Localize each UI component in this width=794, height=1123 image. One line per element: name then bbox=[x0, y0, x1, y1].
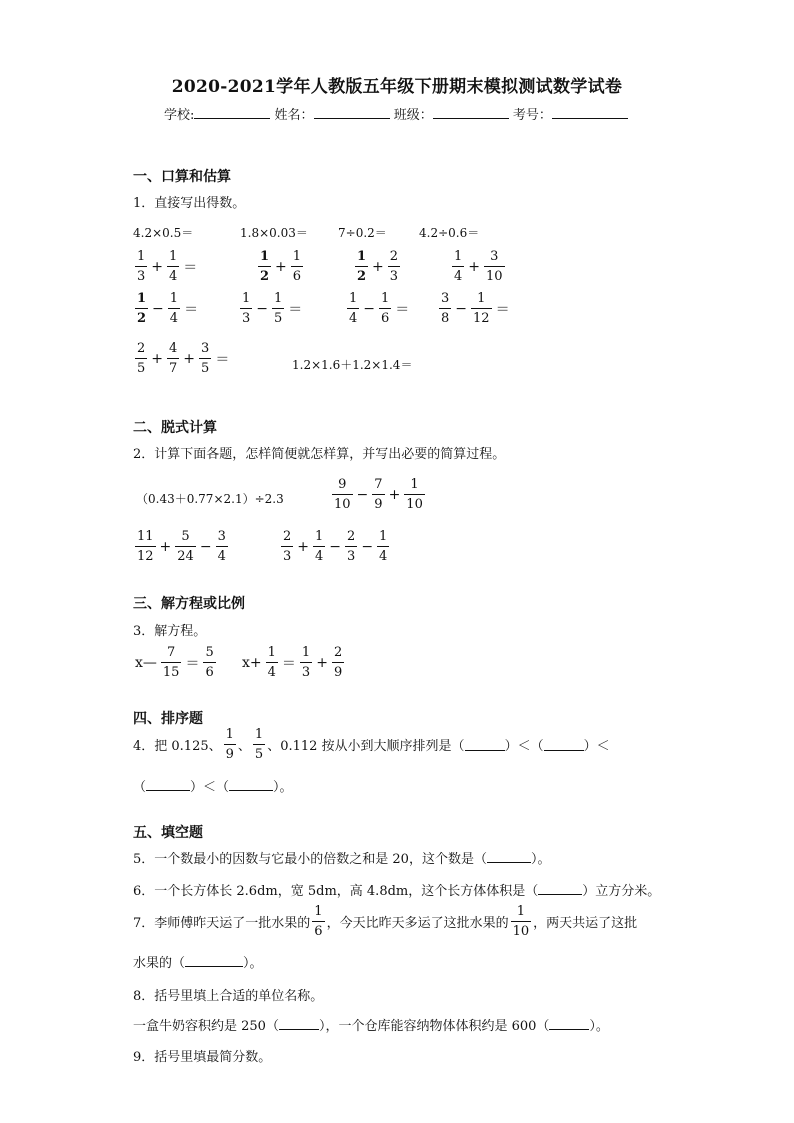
calc-r4-2: 1.2×1.6＋1.2×1.4＝ bbox=[292, 358, 413, 372]
section-2-heading: 二、脱式计算 bbox=[133, 420, 217, 436]
name-label: 姓名： bbox=[274, 108, 314, 123]
calc-2-3: $\frac{11}{12}$ + $\frac{5}{24}$ − $\frac{3}{4}$ bbox=[137, 529, 226, 564]
exam-title: 2020-2021学年人教版五年级下册期末模拟测试数学试卷 bbox=[171, 77, 623, 97]
question-3: 3．解方程。 bbox=[133, 624, 207, 639]
calc-r1-4: 4.2÷0.6＝ bbox=[419, 226, 480, 240]
number-blank[interactable] bbox=[552, 106, 628, 119]
calc-r3-3: $\frac{1}{4}$ − $\frac{1}{6}$ ＝ bbox=[349, 291, 410, 326]
calc-r2-3: $\frac{1}{2}$ + $\frac{2}{3}$ bbox=[357, 249, 399, 284]
section-4-heading: 四、排序题 bbox=[133, 711, 203, 727]
calc-r2-1: $\frac{1}{3}$ + $\frac{1}{4}$ ＝ bbox=[137, 249, 198, 284]
answer-blank-5[interactable] bbox=[487, 850, 531, 863]
calc-r1-2: 1.8×0.03＝ bbox=[240, 226, 308, 240]
section-5-heading: 五、填空题 bbox=[133, 825, 203, 841]
equation-2: x+ $\frac{1}{4}$ ＝ $\frac{1}{3}$ + $\frac{2}{9}$ bbox=[242, 645, 343, 680]
order-blank-2[interactable] bbox=[544, 738, 584, 751]
question-7-line-2: 水果的（ ）。 bbox=[133, 956, 263, 971]
answer-blank-7[interactable] bbox=[185, 954, 243, 967]
name-blank[interactable] bbox=[314, 106, 390, 119]
calc-r1-1: 4.2×0.5＝ bbox=[133, 226, 194, 240]
question-9: 9．括号里填最简分数。 bbox=[133, 1050, 272, 1065]
calc-r4-1: $\frac{2}{5}$ + $\frac{4}{7}$ + $\frac{3}{5}$ ＝ bbox=[137, 341, 230, 376]
calc-2-2: $\frac{9}{10}$ − $\frac{7}{9}$ + $\frac{1}{10}$ bbox=[334, 477, 423, 512]
order-blank-1[interactable] bbox=[465, 738, 505, 751]
calc-r1-3: 7÷0.2＝ bbox=[338, 226, 387, 240]
number-label: 考号： bbox=[512, 108, 552, 123]
calc-2-1: （0.43＋0.77×2.1）÷2.3 bbox=[136, 492, 284, 506]
order-blank-3[interactable] bbox=[146, 778, 190, 791]
question-7: 7．李师傅昨天运了一批水果的 $\frac{1}{6}$ ，今天比昨天多运了这批水果的 $\frac{1}{10}$ ，两天共运了这批 bbox=[133, 904, 638, 939]
question-4-line-2: （ ）＜（ ）。 bbox=[133, 780, 293, 795]
section-1-heading: 一、口算和估算 bbox=[133, 169, 231, 185]
calc-r2-4: $\frac{1}{4}$ + $\frac{3}{10}$ bbox=[454, 249, 503, 284]
unit-blank-1[interactable] bbox=[279, 1017, 319, 1030]
section-3-heading: 三、解方程或比例 bbox=[133, 596, 245, 612]
calc-r3-1: $\frac{1}{2}$ − $\frac{1}{4}$ ＝ bbox=[137, 291, 199, 326]
equation-1: x— $\frac{7}{15}$ ＝ $\frac{5}{6}$ bbox=[135, 645, 214, 680]
question-4: 4．把 0.125、 $\frac{1}{9}$ 、 $\frac{1}{5}$ 、0.112 按从小到大顺序排列是（ ）＜（ ）＜ bbox=[133, 727, 610, 762]
question-2: 2．计算下面各题，怎样简便就怎样算，并写出必要的简算过程。 bbox=[133, 447, 506, 462]
school-blank[interactable] bbox=[194, 106, 270, 119]
calc-r2-2: $\frac{1}{2}$ + $\frac{1}{6}$ bbox=[260, 249, 302, 284]
unit-blank-2[interactable] bbox=[549, 1017, 589, 1030]
calc-r3-2: $\frac{1}{3}$ − $\frac{1}{5}$ ＝ bbox=[242, 291, 303, 326]
calc-r3-4: $\frac{3}{8}$ − $\frac{1}{12}$ ＝ bbox=[441, 291, 510, 326]
question-5: 5．一个数最小的因数与它最小的倍数之和是 20，这个数是（ ）。 bbox=[133, 852, 551, 867]
class-label: 班级： bbox=[393, 108, 433, 123]
calc-2-4: $\frac{2}{3}$ + $\frac{1}{4}$ − $\frac{2}{3}$ − $\frac{1}{4}$ bbox=[283, 529, 388, 564]
question-6: 6．一个长方体长 2.6dm，宽 5dm，高 4.8dm，这个长方体体积是（ ）立方分米。 bbox=[133, 884, 661, 899]
question-8-body: 一盒牛奶容积约是 250（ ），一个仓库能容纳物体体积约是 600（ ）。 bbox=[133, 1019, 609, 1034]
school-label: 学校: bbox=[164, 108, 195, 123]
order-blank-4[interactable] bbox=[229, 778, 273, 791]
question-8: 8．括号里填上合适的单位名称。 bbox=[133, 989, 324, 1004]
answer-blank-6[interactable] bbox=[538, 882, 582, 895]
student-info-row bbox=[164, 104, 628, 123]
question-1: 1．直接写出得数。 bbox=[133, 196, 246, 211]
class-blank[interactable] bbox=[433, 106, 509, 119]
